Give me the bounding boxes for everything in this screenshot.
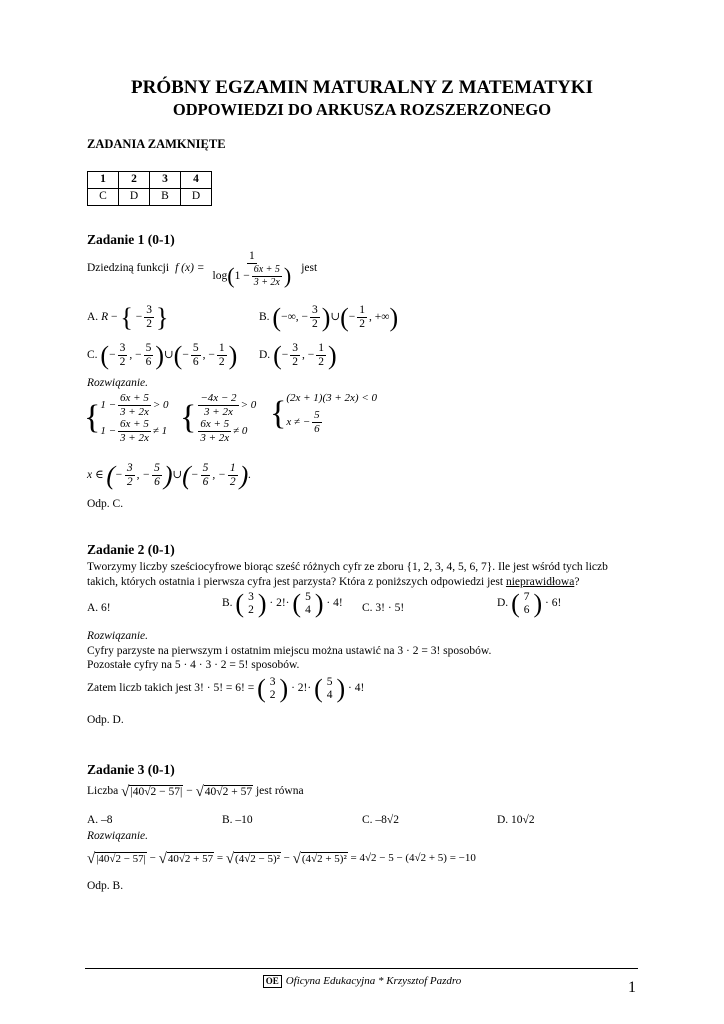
task1-title: Zadanie 1 (0-1) — [87, 232, 175, 247]
task3-solution-label: Rozwiązanie. — [87, 830, 149, 842]
footer-text: Oficyna Edukacyjna * Krzysztof Pazdro — [285, 975, 462, 987]
task1-solution-label: Rozwiązanie. — [87, 377, 149, 389]
task2-question-text: takich, których ostatnia i pierwsza cyfra jest parzysta? Która z poniższych odpowiedzi jest — [87, 576, 506, 588]
task3-option-d: D. 10√2 — [497, 814, 535, 826]
task2-solution-line1: Cyfry parzyste na pierwszym i ostatnim miejscu można ustawić na 3 · 2 = 3! sposobów. — [87, 645, 492, 657]
task1-question-suffix: jest — [301, 262, 318, 275]
task3-question: Liczba √ |40√2 − 57| − √ 40√2 + 57 jest równa — [87, 784, 304, 800]
task2-option-b: B. ( 3 2 ) · 2!· ( 5 4 ) · 4! — [222, 589, 343, 619]
answer-table-number: 4 — [181, 172, 212, 189]
page-number: 1 — [628, 979, 636, 996]
task1-system-1: { 1 − $\frac{6x + 5}{3 + 2x}$ > 0 1 − $\frac{6x + 5}{3 + 2x}$ ≠ 1 — [84, 392, 169, 444]
task1-answer: Odp. C. — [87, 498, 124, 510]
answer-table-cell: D — [119, 189, 150, 206]
task2-solution-line3-text: Zatem liczb takich jest 3! · 5! = 6! = — [87, 682, 255, 695]
task3-question-suffix: jest równa — [255, 785, 304, 798]
task1-option-b: B. ( −∞, − $\frac{3}{2}$ ) ∪ ( − $\frac{1}{2}$ , +∞ ) — [259, 302, 399, 332]
page-subtitle: ODPOWIEDZI DO ARKUSZA ROZSZERZONEGO — [172, 100, 552, 119]
publisher-logo-icon: OE — [263, 975, 282, 988]
task1-system-2: { $\frac{-4x - 2}{3 + 2x}$ > 0 $\frac{6x + 5}{3 + 2x}$ ≠ 0 — [180, 392, 257, 444]
answer-table-number: 3 — [150, 172, 181, 189]
task2-solution-label: Rozwiązanie. — [87, 630, 149, 642]
task2-option-d: D. ( 7 6 ) · 6! — [497, 589, 562, 619]
task2-question-line1: Tworzymy liczby sześciocyfrowe biorąc sześć różnych cyfr ze zboru {1, 2, 3, 4, 5, 6, 7}. Ile jest wśród tych liczb — [87, 561, 608, 573]
task1-function-expr: f (x) = — [175, 262, 205, 275]
footer-divider — [85, 968, 638, 969]
task1-option-a: A. R − { − $\frac{3}{2}$ } — [87, 302, 169, 332]
task1-system-3: { (2x + 1)(3 + 2x) < 0 x ≠ − $\frac{5}{6}$ — [270, 392, 378, 435]
answer-table-number: 2 — [119, 172, 150, 189]
footer — [0, 975, 724, 988]
answer-table-cell: D — [181, 189, 212, 206]
task1-option-c: C. ( − $\frac{3}{2}$ , − $\frac{5}{6}$ ) ∪ ( − $\frac{5}{6}$ , − $\frac{1}{2}$ ) — [87, 340, 238, 370]
task3-option-a: A. –8 — [87, 814, 113, 826]
task3-option-b: B. –10 — [222, 814, 253, 826]
answer-table-number: 1 — [88, 172, 119, 189]
closed-tasks-heading: ZADANIA ZAMKNIĘTE — [87, 137, 226, 151]
task2-solution-line3: Zatem liczb takich jest 3! · 5! = 6! = ( 3 2 ) · 2!· ( 5 4 ) · 4! — [87, 674, 365, 704]
task2-title: Zadanie 2 (0-1) — [87, 542, 175, 557]
task1-function-fraction: 1 log ( 1 − $\frac{6x + 5}{3 + 2x}$ ) — [212, 250, 292, 289]
task1-option-d: D. ( − $\frac{3}{2}$ , − $\frac{1}{2}$ ) — [259, 340, 337, 370]
task3-option-c: C. –8√2 — [362, 814, 399, 826]
task3-solution-equation: √ |40√2 − 57| − √ 40√2 + 57 = √ (4√2 − 5)² − √ (4√2 + 5)² = 4√2 − 5 − (4√2 + 5) = −10 — [87, 851, 476, 867]
task2-question-end: ? — [574, 576, 580, 588]
task2-question-line2 — [87, 576, 579, 590]
task3-question-prefix: Liczba — [87, 785, 119, 798]
task2-option-c: C. 3! · 5! — [362, 602, 405, 614]
task1-question-prefix: Dziedziną funkcji — [87, 262, 170, 275]
task2-option-a: A. 6! — [87, 602, 111, 614]
task3-title: Zadanie 3 (0-1) — [87, 762, 175, 777]
answer-table-cell: C — [88, 189, 119, 206]
task1-question — [87, 250, 317, 288]
answer-table-cell: B — [150, 189, 181, 206]
task1-solution-result: x ∈ ( − $\frac{3}{2}$ , − $\frac{5}{6}$ ) ∪ ( − $\frac{5}{6}$ , − $\frac{1}{2}$ ) . — [87, 460, 252, 490]
task2-question-underlined: nieprawidłowa — [505, 576, 575, 588]
task3-answer: Odp. B. — [87, 880, 124, 892]
task2-solution-line2: Pozostałe cyfry na 5 · 4 · 3 · 2 = 5! sposobów. — [87, 659, 300, 671]
answer-table — [87, 171, 212, 206]
page-title: PRÓBNY EGZAMIN MATURALNY Z MATEMATYKI — [131, 77, 593, 98]
task2-answer: Odp. D. — [87, 714, 124, 726]
